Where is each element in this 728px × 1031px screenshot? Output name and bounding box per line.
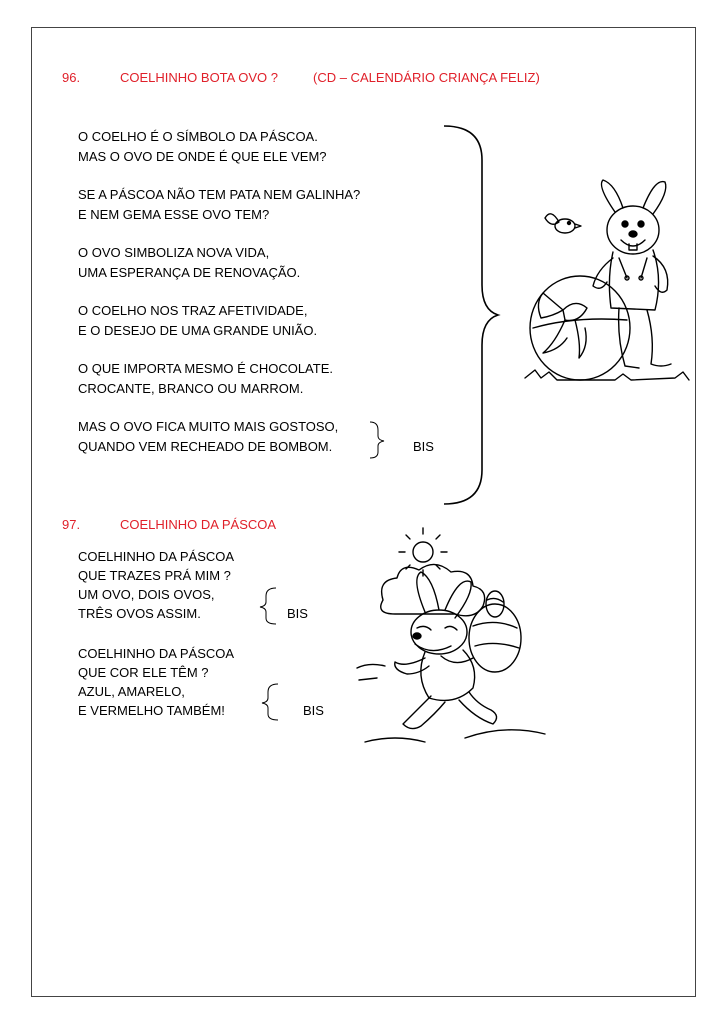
lyric-line: O QUE IMPORTA MESMO É CHOCOLATE. xyxy=(78,361,333,376)
song-96-title: COELHINHO BOTA OVO ? xyxy=(120,70,278,85)
song-97-title: COELHINHO DA PÁSCOA xyxy=(120,517,277,532)
lyric-line: SE A PÁSCOA NÃO TEM PATA NEM GALINHA? xyxy=(78,187,361,202)
song-96-source: (CD – CALENDÁRIO CRIANÇA FELIZ) xyxy=(313,70,540,85)
lyric-line: E VERMELHO TAMBÉM! xyxy=(78,703,225,718)
lyric-line: QUE TRAZES PRÁ MIM ? xyxy=(78,568,231,583)
lyric-line: O COELHO É O SÍMBOLO DA PÁSCOA. xyxy=(78,129,318,144)
song-96-bis: BIS xyxy=(413,439,434,454)
small-brace-icon xyxy=(368,420,388,460)
lyric-line: O OVO SIMBOLIZA NOVA VIDA, xyxy=(78,245,270,260)
lyric-line: COELHINHO DA PÁSCOA xyxy=(78,549,235,564)
small-brace-icon xyxy=(256,586,278,626)
lyric-line: UMA ESPERANÇA DE RENOVAÇÃO. xyxy=(78,265,301,280)
lyric-line: E O DESEJO DE UMA GRANDE UNIÃO. xyxy=(78,323,318,338)
lyric-line: TRÊS OVOS ASSIM. xyxy=(78,606,201,621)
lyric-line: CROCANTE, BRANCO OU MARROM. xyxy=(78,381,304,396)
song-96-number: 96. xyxy=(62,70,81,85)
page-border xyxy=(31,27,696,997)
lyric-line: MAS O OVO FICA MUITO MAIS GOSTOSO, xyxy=(78,419,339,434)
lyric-line: AZUL, AMARELO, xyxy=(78,684,185,699)
lyric-line: QUANDO VEM RECHEADO DE BOMBOM. xyxy=(78,439,333,454)
bunny-with-egg-illustration xyxy=(515,178,695,388)
running-bunny-illustration xyxy=(355,528,555,746)
song-97-bis-2: BIS xyxy=(303,703,324,718)
lyric-line: MAS O OVO DE ONDE É QUE ELE VEM? xyxy=(78,149,327,164)
lyric-line: COELHINHO DA PÁSCOA xyxy=(78,646,235,661)
song-97-bis-1: BIS xyxy=(287,606,308,621)
lyric-line: O COELHO NOS TRAZ AFETIVIDADE, xyxy=(78,303,308,318)
lyric-line: E NEM GEMA ESSE OVO TEM? xyxy=(78,207,270,222)
lyric-line: QUE COR ELE TÊM ? xyxy=(78,665,209,680)
song-97-number: 97. xyxy=(62,517,81,532)
small-brace-icon xyxy=(258,682,280,722)
lyric-line: UM OVO, DOIS OVOS, xyxy=(78,587,215,602)
large-brace-icon xyxy=(440,120,500,510)
